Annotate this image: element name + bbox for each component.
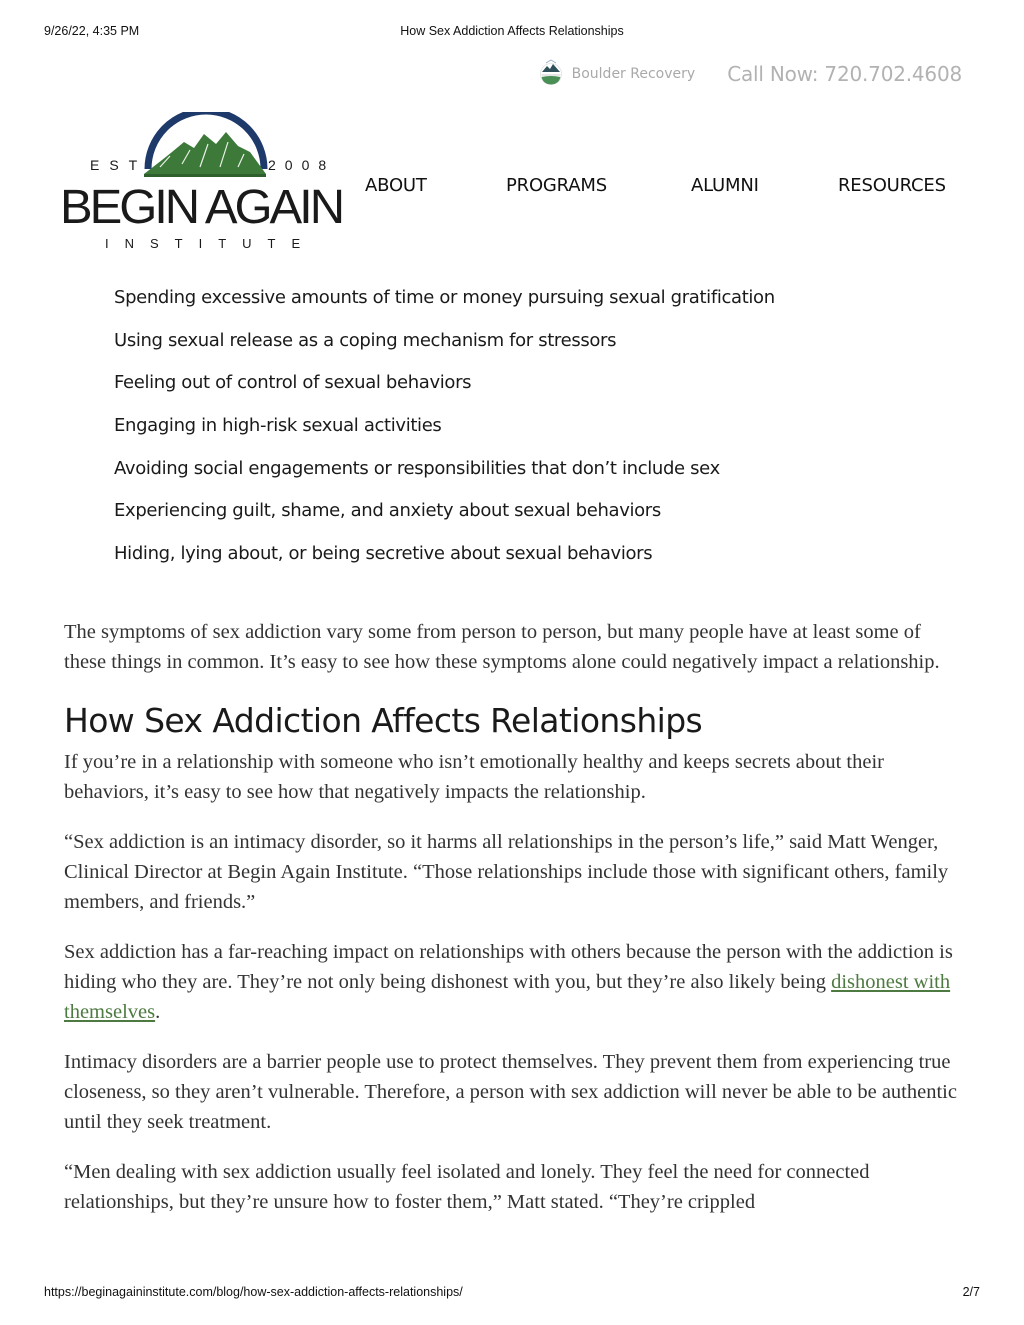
dishonest-with-themselves-link[interactable]: dishonest with themselves	[64, 971, 951, 1023]
list-item: Avoiding social engagements or responsibilities that don’t include sex	[114, 457, 720, 479]
section-heading: How Sex Addiction Affects Relationships	[64, 701, 703, 740]
print-datetime: 9/26/22, 4:35 PM	[44, 24, 140, 38]
print-footer	[44, 1285, 980, 1301]
list-item: Feeling out of control of sexual behaviors	[114, 372, 472, 394]
nav-programs[interactable]: PROGRAMS	[506, 175, 607, 196]
print-header	[44, 24, 980, 40]
list-item: Hiding, lying about, or being secretive about sexual behaviors	[114, 543, 653, 565]
boulder-recovery-logo-icon[interactable]	[540, 59, 562, 89]
print-url: https://beginagaininstitute.com/blog/how-sex-addiction-affects-relationships/	[44, 1285, 463, 1299]
paragraph-1: If you’re in a relationship with someone who isn’t emotionally healthy and keeps secrets about their behaviors, it’s easy to see how that negatively impacts the relationship.	[64, 751, 884, 803]
main-nav	[365, 175, 955, 199]
print-title: How Sex Addiction Affects Relationships	[400, 24, 624, 38]
list-item: Using sexual release as a coping mechanism for stressors	[114, 329, 617, 351]
nav-resources[interactable]: RESOURCES	[838, 175, 946, 196]
symptoms-list	[114, 284, 775, 583]
logo-est: EST	[90, 157, 148, 173]
list-item: Spending excessive amounts of time or money pursuing sexual gratification	[114, 287, 775, 308]
list-item: Experiencing guilt, shame, and anxiety about sexual behaviors	[114, 500, 661, 522]
begin-again-logo[interactable]	[60, 112, 350, 262]
paragraph-5: “Men dealing with sex addiction usually feel isolated and lonely. They feel the need for connected relationships, but they’re unsure how to foster them,” Matt stated. “They’re crippled	[64, 1161, 870, 1213]
paragraph-3-text: Sex addiction has a far-reaching impact on relationships with others because the person with the addiction is hiding who they are. They’re not only being dishonest with you, but they’re also likely being	[64, 941, 953, 993]
topbar	[540, 58, 962, 90]
logo-year: 2008	[268, 157, 336, 173]
list-item: Engaging in high-risk sexual activities	[114, 415, 442, 437]
boulder-recovery-link[interactable]: Boulder Recovery	[571, 66, 696, 82]
paragraph-4: Intimacy disorders are a barrier people use to protect themselves. They prevent them from experiencing true closeness, so they aren’t vulnerable. Therefore, a person with sex addiction will never be able to be authentic until they seek treatment.	[64, 1051, 957, 1133]
article-body	[64, 617, 964, 1237]
call-now-link[interactable]: Call Now: 720.702.4608	[727, 62, 962, 86]
logo-wordmark: BEGIN AGAIN	[60, 181, 342, 234]
paragraph-3-end: .	[155, 1001, 161, 1023]
paragraph-2: “Sex addiction is an intimacy disorder, so it harms all relationships in the person’s life,” said Matt Wenger, Clinical Director at Begin Again Institute. “Those relationships include those with significant others, family members, and friends.”	[64, 831, 949, 913]
intro-paragraph: The symptoms of sex addiction vary some from person to person, but many people have at least some of these things in common. It’s easy to see how these symptoms alone could negatively impact a relationship.	[64, 621, 940, 673]
logo-institute: INSTITUTE	[105, 236, 317, 251]
nav-alumni[interactable]: ALUMNI	[691, 175, 759, 196]
nav-about[interactable]: ABOUT	[365, 175, 427, 196]
paragraph-3	[64, 937, 964, 1027]
print-page-number: 2/7	[962, 1285, 980, 1299]
